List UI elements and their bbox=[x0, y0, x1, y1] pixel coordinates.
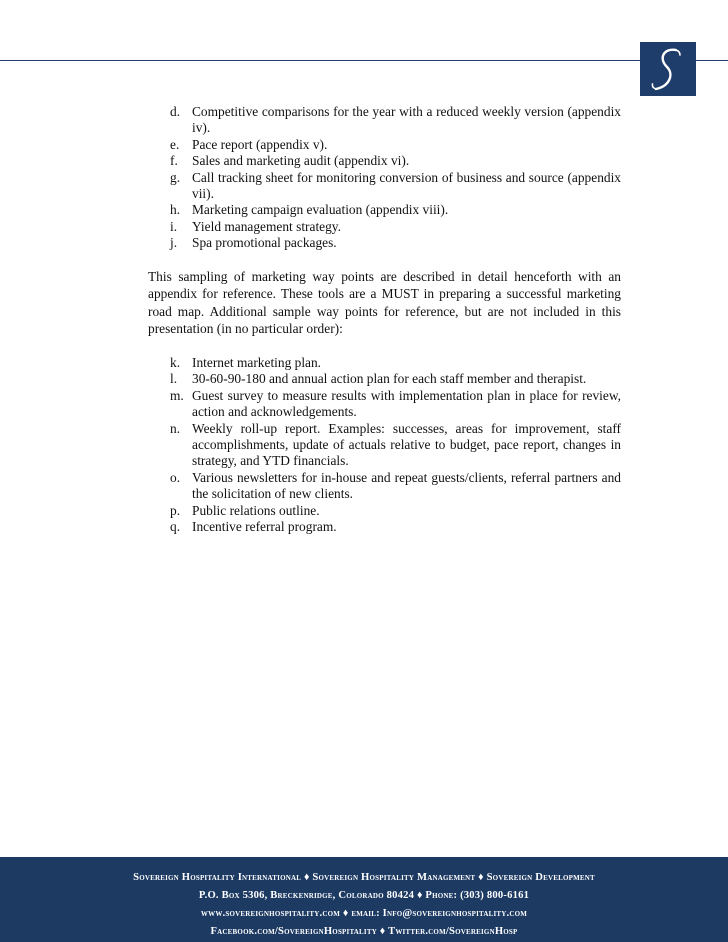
list-marker: q. bbox=[170, 519, 181, 535]
list-marker: k. bbox=[170, 355, 181, 371]
list-marker: g. bbox=[170, 169, 181, 185]
list-marker: l. bbox=[170, 371, 178, 387]
list-item bbox=[148, 421, 621, 470]
list-item-text: Internet marketing plan. bbox=[192, 355, 322, 371]
additional-waypoints-list bbox=[148, 355, 621, 535]
sovereign-logo bbox=[640, 42, 696, 96]
list-item bbox=[148, 355, 621, 371]
list-item-text: Pace report (appendix v). bbox=[192, 136, 328, 152]
list-marker: o. bbox=[170, 469, 181, 485]
list-item bbox=[148, 388, 621, 421]
list-item-text: Yield management strategy. bbox=[192, 218, 341, 234]
list-item-text: Incentive referral program. bbox=[192, 519, 337, 535]
logo-s-icon bbox=[640, 42, 696, 96]
list-marker: j. bbox=[170, 235, 178, 251]
list-marker: n. bbox=[170, 420, 181, 436]
list-item-text: 30-60-90-180 and annual action plan for each staff member and therapist. bbox=[192, 371, 587, 387]
footer-companies: Sovereign Hospitality International ♦ Sovereign Hospitality Management ♦ Sovereign Development bbox=[133, 872, 595, 883]
footer-web-email: www.sovereignhospitality.com ♦ email: Info@sovereignhospitality.com bbox=[200, 908, 528, 919]
body-paragraph: This sampling of marketing way points are described in detail henceforth with an appendix for reference. These tools are a MUST in preparing a successful marketing road map. Additional sample way points for reference, but are not included in this presentation (in no particular order): bbox=[148, 268, 621, 337]
footer-social: Facebook.com/SovereignHospitality ♦ Twitter.com/SovereignHosp bbox=[210, 926, 518, 937]
list-item bbox=[148, 470, 621, 503]
list-marker: h. bbox=[170, 202, 181, 218]
list-marker: i. bbox=[170, 218, 178, 234]
list-marker: d. bbox=[170, 104, 181, 119]
list-marker: p. bbox=[170, 502, 181, 518]
appendix-list bbox=[148, 104, 621, 252]
list-item-text: Competitive comparisons for the year with a reduced weekly version (appendix iv). bbox=[192, 104, 621, 136]
list-item-text: Spa promotional packages. bbox=[192, 235, 337, 251]
list-item bbox=[148, 219, 621, 235]
list-item bbox=[148, 170, 621, 203]
list-item-text: Guest survey to measure results with implementation plan in place for review, action and acknowledgements. bbox=[192, 387, 621, 420]
list-item bbox=[148, 153, 621, 169]
list-item bbox=[148, 503, 621, 519]
list-item bbox=[148, 519, 621, 535]
footer-address: P.O. Box 5306, Breckenridge, Colorado 80424 ♦ Phone: (303) 800-6161 bbox=[198, 890, 530, 901]
header-rule bbox=[0, 60, 728, 61]
list-item-text: Call tracking sheet for monitoring conversion of business and source (appendix vii). bbox=[192, 169, 621, 202]
list-item bbox=[148, 137, 621, 153]
list-item bbox=[148, 371, 621, 387]
list-item-text: Public relations outline. bbox=[192, 502, 320, 518]
list-item-text: Weekly roll-up report. Examples: successes, areas for improvement, staff accomplishments, update of actuals relative to budget, pace report, changes in strategy, and YTD financials. bbox=[192, 420, 621, 469]
list-item bbox=[148, 104, 621, 137]
list-item bbox=[148, 235, 621, 251]
page-content bbox=[148, 104, 621, 536]
list-marker: f. bbox=[170, 153, 178, 169]
list-item-text: Sales and marketing audit (appendix vi). bbox=[192, 153, 410, 169]
list-marker: e. bbox=[170, 136, 180, 152]
footer-band bbox=[0, 857, 728, 942]
list-item bbox=[148, 202, 621, 218]
list-item-text: Marketing campaign evaluation (appendix viii). bbox=[192, 202, 449, 218]
list-marker: m. bbox=[170, 387, 184, 403]
list-item-text: Various newsletters for in-house and repeat guests/clients, referral partners and the solicitation of new clients. bbox=[192, 469, 621, 502]
